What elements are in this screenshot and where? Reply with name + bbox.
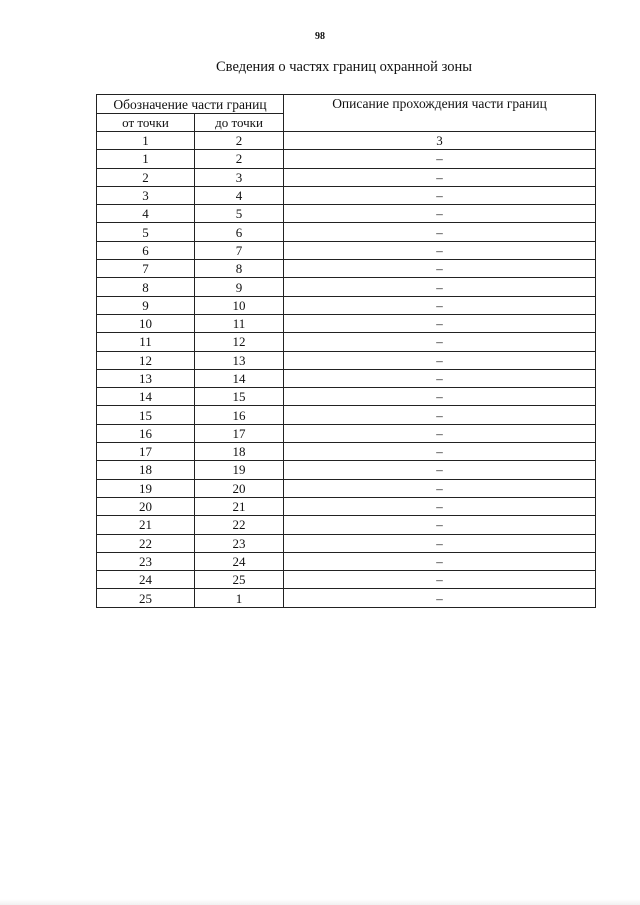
- header-description: Описание прохождения части границ: [284, 95, 596, 132]
- description-cell: –: [284, 552, 596, 570]
- from-point-cell: 9: [97, 296, 195, 314]
- description-cell: –: [284, 461, 596, 479]
- from-point-cell: 7: [97, 260, 195, 278]
- table-row: [97, 406, 596, 424]
- table-row: [97, 351, 596, 369]
- to-point-cell: 3: [195, 168, 284, 186]
- description-cell: –: [284, 534, 596, 552]
- description-cell: –: [284, 443, 596, 461]
- from-point-cell: 16: [97, 424, 195, 442]
- description-cell: –: [284, 351, 596, 369]
- table-row: [97, 571, 596, 589]
- table-row: [97, 461, 596, 479]
- table-row: [97, 388, 596, 406]
- table-row: [97, 516, 596, 534]
- from-point-cell: 22: [97, 534, 195, 552]
- to-point-cell: 4: [195, 186, 284, 204]
- description-cell: –: [284, 314, 596, 332]
- description-cell: –: [284, 589, 596, 607]
- to-point-cell: 14: [195, 369, 284, 387]
- description-cell: –: [284, 424, 596, 442]
- from-point-cell: 2: [97, 168, 195, 186]
- to-point-cell: 23: [195, 534, 284, 552]
- from-point-cell: 10: [97, 314, 195, 332]
- description-cell: –: [284, 296, 596, 314]
- from-point-cell: 24: [97, 571, 195, 589]
- from-point-cell: 19: [97, 479, 195, 497]
- to-point-cell: 8: [195, 260, 284, 278]
- table-row: [97, 424, 596, 442]
- to-point-cell: 24: [195, 552, 284, 570]
- table-row: [97, 223, 596, 241]
- from-point-cell: 8: [97, 278, 195, 296]
- to-point-cell: 20: [195, 479, 284, 497]
- from-point-cell: 6: [97, 241, 195, 259]
- table-row: [97, 552, 596, 570]
- from-point-cell: 1: [97, 132, 195, 150]
- to-point-cell: 16: [195, 406, 284, 424]
- to-point-cell: 10: [195, 296, 284, 314]
- description-cell: –: [284, 150, 596, 168]
- table-body: [97, 132, 596, 608]
- table-row: [97, 241, 596, 259]
- from-point-cell: 5: [97, 223, 195, 241]
- to-point-cell: 21: [195, 497, 284, 515]
- table-row: [97, 497, 596, 515]
- to-point-cell: 22: [195, 516, 284, 534]
- table-row: [97, 296, 596, 314]
- from-point-cell: 20: [97, 497, 195, 515]
- description-cell: –: [284, 333, 596, 351]
- from-point-cell: 25: [97, 589, 195, 607]
- from-point-cell: 1: [97, 150, 195, 168]
- from-point-cell: 4: [97, 205, 195, 223]
- from-point-cell: 11: [97, 333, 195, 351]
- description-cell: –: [284, 369, 596, 387]
- to-point-cell: 9: [195, 278, 284, 296]
- from-point-cell: 12: [97, 351, 195, 369]
- document-title: Сведения о частях границ охранной зоны: [216, 59, 472, 75]
- to-point-cell: 6: [195, 223, 284, 241]
- from-point-cell: 3: [97, 186, 195, 204]
- header-to-point: до точки: [195, 114, 284, 132]
- table-row: [97, 314, 596, 332]
- description-cell: –: [284, 497, 596, 515]
- table-row: [97, 589, 596, 607]
- description-cell: 3: [284, 132, 596, 150]
- description-cell: –: [284, 388, 596, 406]
- from-point-cell: 13: [97, 369, 195, 387]
- table-row: [97, 333, 596, 351]
- description-cell: –: [284, 168, 596, 186]
- description-cell: –: [284, 479, 596, 497]
- description-cell: –: [284, 278, 596, 296]
- table-row: [97, 443, 596, 461]
- description-cell: –: [284, 406, 596, 424]
- description-cell: –: [284, 186, 596, 204]
- table-row: [97, 534, 596, 552]
- to-point-cell: 15: [195, 388, 284, 406]
- table-header-row: [97, 95, 596, 114]
- description-cell: –: [284, 516, 596, 534]
- to-point-cell: 2: [195, 150, 284, 168]
- description-cell: –: [284, 205, 596, 223]
- table-row: [97, 186, 596, 204]
- to-point-cell: 12: [195, 333, 284, 351]
- scan-edge: [0, 899, 640, 905]
- to-point-cell: 7: [195, 241, 284, 259]
- table-row: [97, 479, 596, 497]
- from-point-cell: 21: [97, 516, 195, 534]
- from-point-cell: 15: [97, 406, 195, 424]
- description-cell: –: [284, 260, 596, 278]
- page-number: 98: [315, 31, 325, 42]
- boundary-parts-table: [96, 94, 596, 608]
- to-point-cell: 19: [195, 461, 284, 479]
- table-row: [97, 132, 596, 150]
- to-point-cell: 13: [195, 351, 284, 369]
- description-cell: –: [284, 241, 596, 259]
- from-point-cell: 18: [97, 461, 195, 479]
- to-point-cell: 2: [195, 132, 284, 150]
- header-from-point: от точки: [97, 114, 195, 132]
- to-point-cell: 11: [195, 314, 284, 332]
- to-point-cell: 25: [195, 571, 284, 589]
- to-point-cell: 1: [195, 589, 284, 607]
- from-point-cell: 23: [97, 552, 195, 570]
- table-row: [97, 278, 596, 296]
- table-row: [97, 260, 596, 278]
- from-point-cell: 17: [97, 443, 195, 461]
- table-row: [97, 205, 596, 223]
- description-cell: –: [284, 571, 596, 589]
- to-point-cell: 17: [195, 424, 284, 442]
- to-point-cell: 5: [195, 205, 284, 223]
- to-point-cell: 18: [195, 443, 284, 461]
- table-row: [97, 168, 596, 186]
- from-point-cell: 14: [97, 388, 195, 406]
- description-cell: –: [284, 223, 596, 241]
- header-designation: Обозначение части границ: [97, 95, 284, 114]
- table-row: [97, 369, 596, 387]
- table-row: [97, 150, 596, 168]
